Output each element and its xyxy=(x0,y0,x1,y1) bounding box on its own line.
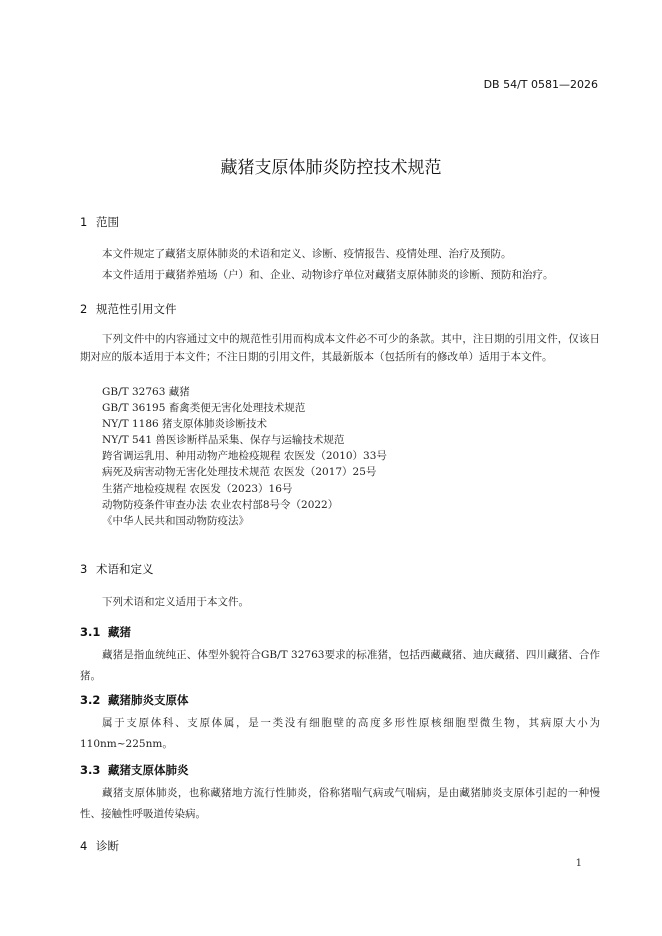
term-3-3-heading xyxy=(80,762,189,778)
reference-item: 动物防疫条件审查办法 农业农村部8号令（2022） xyxy=(102,498,339,511)
reference-item: 跨省调运乳用、种用动物产地检疫规程 农医发（2010）33号 xyxy=(102,450,387,463)
reference-list xyxy=(102,384,387,529)
term-title: 藏猪支原体肺炎 xyxy=(108,763,189,777)
section-1-heading xyxy=(80,214,119,230)
term-title: 藏猪 xyxy=(108,625,131,639)
scope-paragraph-2: 本文件适用于藏猪养殖场（户）和、企业、动物诊疗单位对藏猪支原体肺炎的诊断、预防和治疗。 xyxy=(102,269,554,281)
reference-item: NY/T 1186 猪支原体肺炎诊断技术 xyxy=(102,418,268,431)
page-number: 1 xyxy=(575,858,582,869)
reference-item: 生猪产地检疫规程 农医发（2023）16号 xyxy=(102,482,293,495)
section-number: 4 xyxy=(80,839,88,853)
section-title: 规范性引用文件 xyxy=(96,302,177,316)
terms-intro-paragraph: 下列术语和定义适用于本文件。 xyxy=(102,596,249,608)
reference-item: GB/T 36195 畜禽类便无害化处理技术规范 xyxy=(102,402,306,415)
scope-paragraph-1: 本文件规定了藏猪支原体肺炎的术语和定义、诊断、疫情报告、疫情处理、治疗及预防。 xyxy=(102,248,512,260)
section-2-heading xyxy=(80,301,177,317)
section-number: 1 xyxy=(80,215,88,229)
term-number: 3.3 xyxy=(80,763,101,777)
refs-intro-paragraph: 下列文件中的内容通过文中的规范性引用而构成本文件必不可少的条款。其中，注日期的引用文件，仅该日期对应的版本适用于本文件；不注日期的引用文件，其最新版本（包括所有的修改单）适用于本文件。 xyxy=(80,333,600,363)
term-title: 藏猪肺炎支原体 xyxy=(108,693,189,707)
section-number: 2 xyxy=(80,302,88,316)
reference-item: GB/T 32763 藏猪 xyxy=(102,386,190,398)
term-3-1-heading xyxy=(80,624,131,640)
reference-item: 病死及病害动物无害化处理技术规范 农医发（2017）25号 xyxy=(102,466,377,479)
term-number: 3.2 xyxy=(80,693,101,707)
document-title: 藏猪支原体肺炎防控技术规范 xyxy=(220,158,442,178)
reference-item: 《中华人民共和国动物防疫法》 xyxy=(102,514,249,527)
term-number: 3.1 xyxy=(80,625,101,639)
section-number: 3 xyxy=(80,562,88,576)
term-3-3-definition: 藏猪支原体肺炎，也称藏猪地方流行性肺炎，俗称猪喘气病或气喘病，是由藏猪肺炎支原体引起的一种慢性、接触性呼吸道传染病。 xyxy=(80,787,600,820)
standard-code: DB 54/T 0581—2026 xyxy=(483,78,598,91)
section-4-heading xyxy=(80,838,119,854)
section-3-heading xyxy=(80,561,154,577)
term-3-2-heading xyxy=(80,692,189,708)
term-3-1-definition: 藏猪是指血统纯正、体型外貌符合GB/T 32763要求的标准猪，包括西藏藏猪、迪庆藏猪、四川藏猪、合作猪。 xyxy=(80,649,600,682)
section-title: 范围 xyxy=(96,215,119,229)
reference-item: NY/T 541 兽医诊断样品采集、保存与运输技术规范 xyxy=(102,434,345,447)
term-3-2-definition: 属于支原体科、支原体属，是一类没有细胞壁的高度多形性原核细胞型微生物，其病原大小为110nm~225nm。 xyxy=(80,717,600,750)
section-title: 诊断 xyxy=(96,839,119,853)
section-title: 术语和定义 xyxy=(96,562,154,576)
